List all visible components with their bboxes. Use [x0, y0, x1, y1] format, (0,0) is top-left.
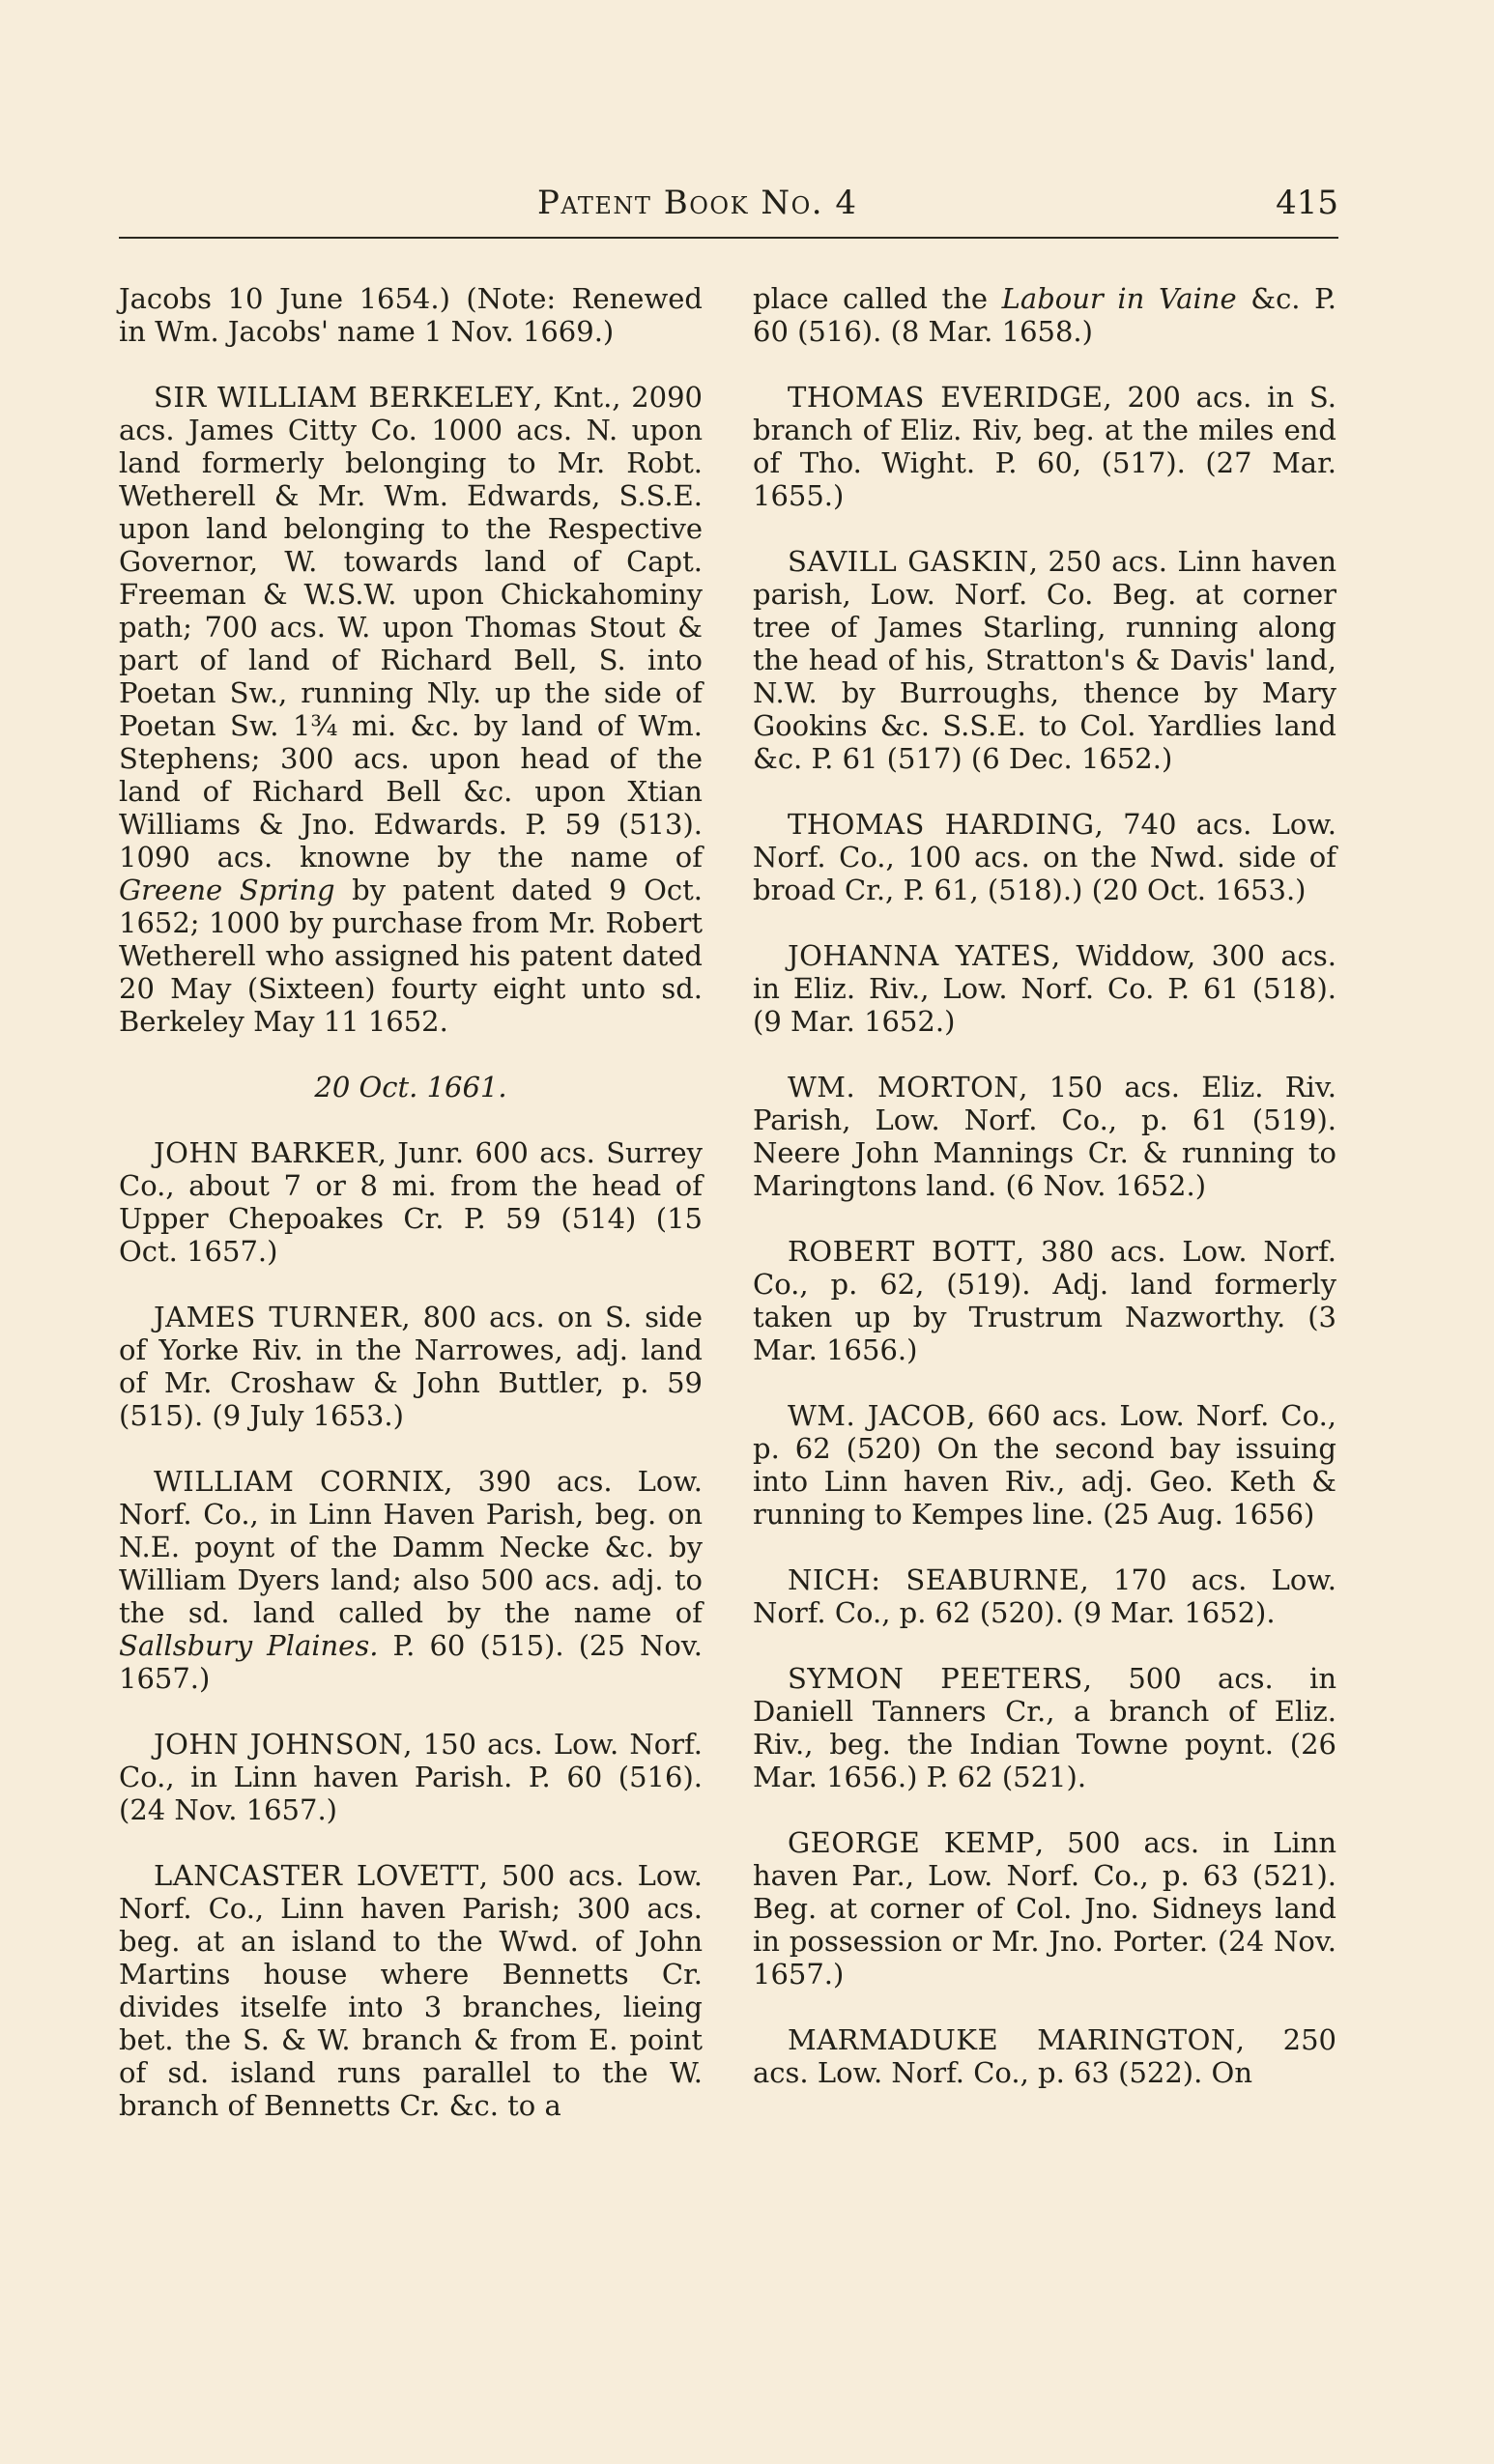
entry-text: , 250 acs. Low. Norf. Co., p. 63 (522). On [753, 2023, 1336, 2089]
entry-text: , 150 acs. Eliz. Riv. Parish, Low. Norf. Co., p. 61 (519). Neere John Mannings Cr. & running to Maringtons land. (6 Nov. 1652.) [753, 1071, 1336, 1202]
patent-entry [753, 545, 1336, 775]
entry-text: , 800 acs. on S. side of Yorke Riv. in the Narrowes, adj. land of Mr. Croshaw & John Buttler, p. 59 (515). (9 July 1653.) [119, 1301, 703, 1432]
entry-text: , 500 acs. Low. Norf. Co., Linn haven Parish; 300 acs. beg. at an island to the Wwd. of John Martins house where Bennetts Cr. divides itselfe into 3 branches, lieing bet. the S. & W. branch & from E. point of sd. island runs parallel to the W. branch of Bennetts Cr. &c. to a [119, 1859, 703, 2122]
patentee-name: MARMADUKE MARINGTON [788, 2023, 1236, 2056]
entry-text: , 170 acs. Low. Norf. Co., p. 62 (520). (9 Mar. 1652). [753, 1563, 1336, 1629]
entry-text: by patent dated 9 Oct. 1652; 1000 by purchase from Mr. Robert Wetherell who assigned his patent dated 20 May (Sixteen) fourty eight unto sd. Berkeley May 11 1652. [119, 874, 703, 1038]
patent-entry [753, 1826, 1336, 1991]
right-column [753, 282, 1336, 2122]
entry-text: , 150 acs. Low. Norf. Co., in Linn haven Parish. P. 60 (516). (24 Nov. 1657.) [119, 1728, 703, 1826]
place-name: Greene Spring [119, 874, 335, 906]
section-date: 20 Oct. 1661. [314, 1071, 507, 1103]
patentee-name: THOMAS EVERIDGE [788, 381, 1104, 414]
entry-text: , 500 acs. in Daniell Tanners Cr., a branch of Eliz. Riv., beg. the Indian Towne poynt. (26 Mar. 1656.) P. 62 (521). [753, 1662, 1337, 1793]
entry-text: place called the [753, 282, 1002, 315]
entry-text: &c. P. 60 (516). (8 Mar. 1658.) [753, 282, 1336, 348]
continuation-entry [119, 282, 703, 348]
patentee-name: LANCASTER LOVETT [154, 1859, 479, 1892]
patentee-name: JAMES TURNER [154, 1301, 402, 1333]
patent-entry [753, 808, 1336, 906]
patent-entry [753, 1399, 1336, 1531]
patent-entry [753, 1563, 1336, 1629]
entry-text: , 740 acs. Low. Norf. Co., 100 acs. on the Nwd. side of broad Cr., P. 61, (518).) (20 Oct. 1653.) [753, 808, 1336, 906]
patent-entry [753, 939, 1336, 1038]
patentee-name: SAVILL GASKIN [788, 545, 1029, 578]
entry-text: , 200 acs. in S. branch of Eliz. Riv, beg. at the miles end of Tho. Wight. P. 60, (517). (27 Mar. 1655.) [753, 381, 1336, 512]
patentee-name: ROBERT BOTT [788, 1235, 1016, 1268]
patent-entry [119, 381, 703, 1038]
entry-text: , Widdow, 300 acs. in Eliz. Riv., Low. Norf. Co. P. 61 (518). (9 Mar. 1652.) [753, 939, 1336, 1038]
entry-text: , 500 acs. in Linn haven Par., Low. Norf. Co., p. 63 (521). Beg. at corner of Col. Jno. Sidneys land in possession or Mr. Jno. Porter. (24 Nov. 1657.) [753, 1826, 1336, 1991]
patent-entry [119, 1136, 703, 1268]
page-number: 415 [1276, 184, 1338, 222]
patentee-name: WM. MORTON [788, 1071, 1020, 1103]
patentee-name: NICH: SEABURNE [788, 1563, 1080, 1596]
entry-text: , 660 acs. Low. Norf. Co., p. 62 (520) On the second bay issuing into Linn haven Riv., adj. Geo. Keth & running to Kempes line. (25 Aug. 1656) [753, 1399, 1336, 1531]
patentee-name: WILLIAM CORNIX [154, 1465, 445, 1498]
patentee-name: SYMON PEETERS [788, 1662, 1083, 1695]
patentee-name: GEORGE KEMP [788, 1826, 1035, 1859]
patent-entry [119, 1301, 703, 1432]
patent-entry [119, 1859, 703, 2122]
entry-text: , 390 acs. Low. Norf. Co., in Linn Haven Parish, beg. on N.E. poynt of the Damm Necke &c. by William Dyers land; also 500 acs. adj. to the sd. land called by the name of [119, 1465, 703, 1629]
entry-text: , 250 acs. Linn haven parish, Low. Norf. Co. Beg. at corner tree of James Starling, running along the head of his, Stratton's & Davis' land, N.W. by Burroughs, thence by Mary Gookins &c. S.S.E. to Col. Yardlies land &c. P. 61 (517) (6 Dec. 1652.) [753, 545, 1337, 775]
patentee-name: JOHN JOHNSON [154, 1728, 404, 1761]
entry-text: , Junr. 600 acs. Surrey Co., about 7 or 8 mi. from the head of Upper Chepoakes Cr. P. 59 (514) (15 Oct. 1657.) [119, 1136, 704, 1268]
page-header [119, 184, 1338, 232]
left-column [119, 282, 703, 2155]
header-rule [119, 237, 1338, 239]
patentee-name: JOHANNA YATES [788, 939, 1051, 972]
patent-entry [753, 381, 1336, 512]
patent-entry [119, 1465, 703, 1695]
entry-text: , 380 acs. Low. Norf. Co., p. 62, (519). Adj. land formerly taken up by Trustrum Nazworthy. (3 Mar. 1656.) [753, 1235, 1336, 1366]
patent-entry [119, 1728, 703, 1826]
patent-entry [753, 1071, 1336, 1202]
patentee-name: WM. JACOB [788, 1399, 967, 1432]
patent-entry [753, 1662, 1336, 1793]
continuation-entry [753, 282, 1336, 348]
patentee-name: THOMAS HARDING [788, 808, 1095, 841]
place-name: Labour in Vaine [1001, 282, 1237, 315]
patentee-name: SIR WILLIAM BERKELEY [154, 381, 534, 414]
place-name: Sallsbury Plaines. [119, 1629, 379, 1662]
entry-text: , Knt., 2090 acs. James Citty Co. 1000 acs. N. upon land formerly belonging to Mr. Robt. Wetherell & Mr. Wm. Edwards, S.S.E. upon land belonging to the Respective Governor, W. towards land of Capt. Freeman & W.S.W. upon Chickahominy path; 700 acs. W. upon Thomas Stout & part of land of Richard Bell, S. into Poetan Sw., running Nly. up the side of Poetan Sw. 1¾ mi. &c. by land of Wm. Stephens; 300 acs. upon head of the land of Richard Bell &c. upon Xtian Williams & Jno. Edwards. P. 59 (513). 1090 acs. knowne by the name of [119, 381, 704, 874]
entry-text: Jacobs 10 June 1654.) (Note: Renewed in Wm. Jacobs' name 1 Nov. 1669.) [119, 282, 703, 348]
entry-text: P. 60 (515). (25 Nov. 1657.) [119, 1629, 703, 1695]
patent-entry [753, 1235, 1336, 1366]
patentee-name: JOHN BARKER [154, 1136, 378, 1169]
patent-entry [753, 2023, 1336, 2089]
running-title: Patent Book No. 4 [537, 184, 858, 222]
